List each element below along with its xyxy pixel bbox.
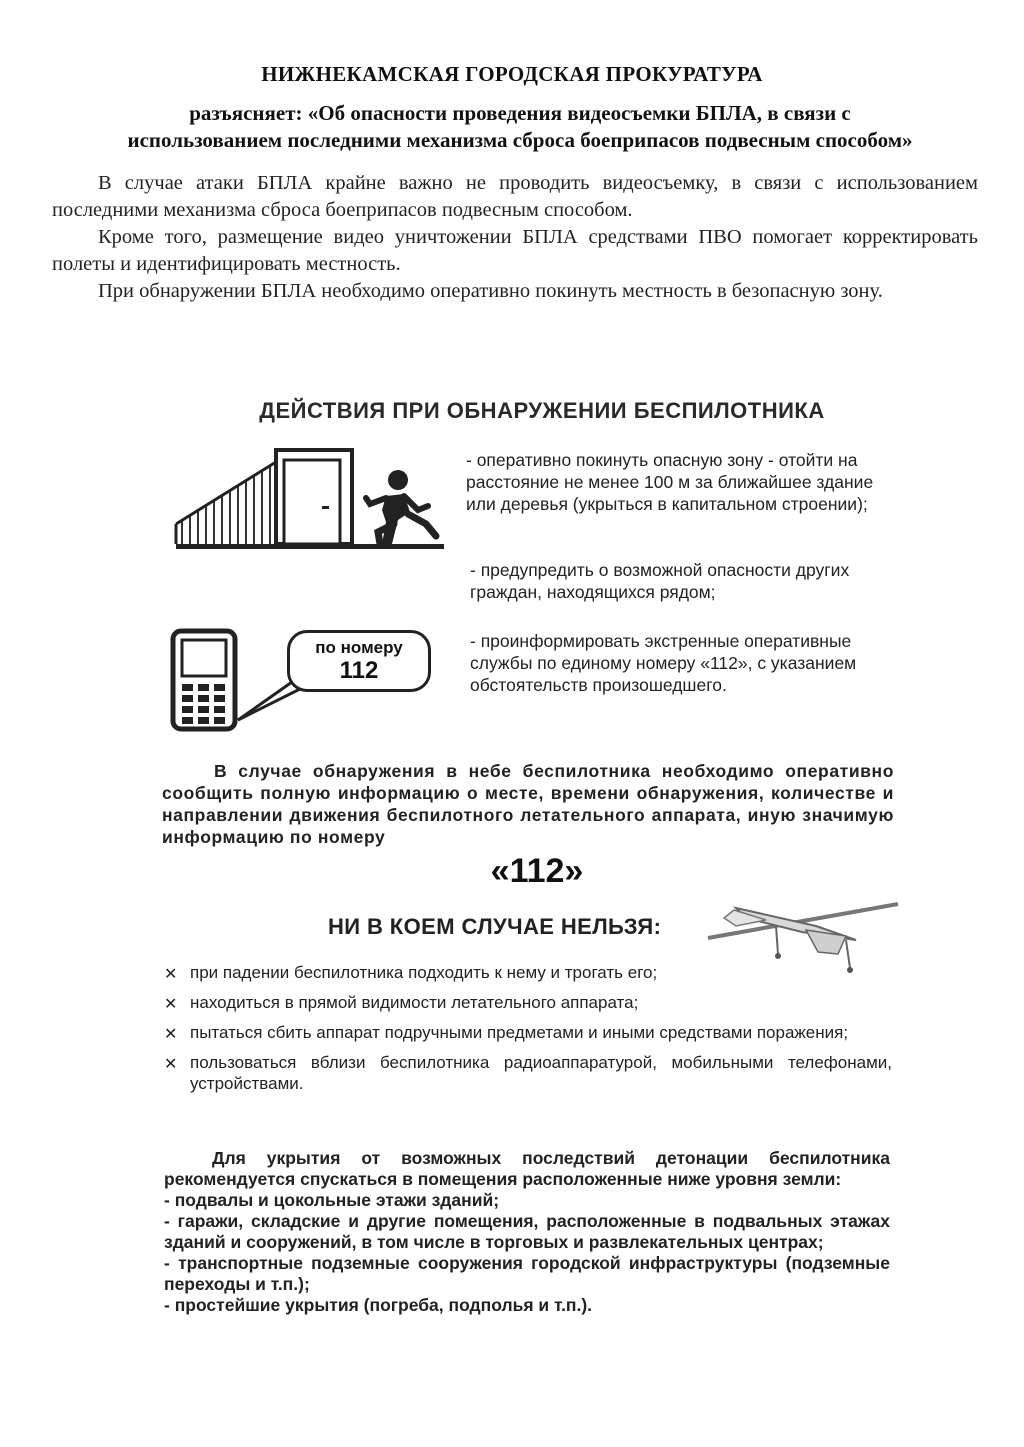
shelter-intro-text: Для укрытия от возможных последствий детонации беспилотника рекомендуется спускаться в помещения расположенные ниже уровня земли: xyxy=(164,1148,890,1189)
running-person-icon xyxy=(172,440,448,558)
bubble-label: по номеру xyxy=(315,638,403,657)
never-item-text: находиться в прямой видимости летательного аппарата; xyxy=(190,993,639,1012)
warning-body: В случае обнаружения в небе беспилотника необходимо оперативно сообщить полную информацию о месте, времени обнаружения, количестве и направлении движения беспилотного летательного аппарата, иную значимую информацию по номеру xyxy=(162,761,894,847)
shelter-item: - простейшие укрытия (погреба, подполья и т.п.). xyxy=(164,1295,593,1315)
warning-text xyxy=(162,760,894,848)
shelter-intro xyxy=(164,1148,890,1190)
cross-mark-icon: ✕ xyxy=(164,966,178,983)
action-call-emergency: - проинформировать экстренные оперативные службы по единому номеру «112», с указанием обстоятельств произошедшего. xyxy=(470,631,857,695)
intro-paragraph-1: В случае атаки БПЛА крайне важно не проводить видеосъемку, в связи с использованием последними механизма сброса боеприпасов подвесным способом. xyxy=(52,172,978,221)
shelter-section xyxy=(164,1148,890,1316)
never-item-text: при падении беспилотника подходить к нему и трогать его; xyxy=(190,963,658,982)
list-item xyxy=(162,962,892,983)
actions-title: ДЕЙСТВИЯ ПРИ ОБНАРУЖЕНИИ БЕСПИЛОТНИКА xyxy=(259,398,825,423)
shelter-item: - подвалы и цокольные этажи зданий; xyxy=(164,1190,500,1210)
subtitle-line-1: разъясняет: «Об опасности проведения видеосъемки БПЛА, в связи с xyxy=(189,101,851,125)
shelter-item: - гаражи, складские и другие помещения, расположенные в подвальных этажах зданий и сооружений, в том числе в торговых и развлекательных центрах; xyxy=(164,1211,890,1252)
never-item-text: пытаться сбить аппарат подручными предметами и иными средствами поражения; xyxy=(190,1023,849,1042)
mobile-phone-icon xyxy=(170,628,238,732)
intro-text xyxy=(52,170,978,305)
list-item xyxy=(162,1022,892,1043)
intro-paragraph-2: Кроме того, размещение видео уничтожении БПЛА средствами ПВО помогает корректировать полеты и идентифицировать местность. xyxy=(52,226,978,275)
subtitle-line-2: использованием последними механизма сброса боеприпасов подвесным способом» xyxy=(127,128,913,152)
never-title: НИ В КОЕМ СЛУЧАЕ НЕЛЬЗЯ: xyxy=(328,914,662,939)
emergency-number: «112» xyxy=(490,852,584,890)
action-leave-zone: - оперативно покинуть опасную зону - отойти на расстояние не менее 100 м за ближайшее здание или деревья (укрыться в капитальном строении); xyxy=(466,450,874,514)
cross-mark-icon: ✕ xyxy=(164,1056,178,1073)
document-subtitle xyxy=(40,100,1000,154)
bubble-number: 112 xyxy=(339,657,379,684)
shelter-item: - транспортные подземные сооружения городской инфраструктуры (подземные переходы и т.п.); xyxy=(164,1253,890,1294)
phone-number-bubble xyxy=(287,630,431,692)
document-title: НИЖНЕКАМСКАЯ ГОРОДСКАЯ ПРОКУРАТУРА xyxy=(261,62,763,86)
cross-mark-icon: ✕ xyxy=(164,996,178,1013)
intro-paragraph-3: При обнаружении БПЛА необходимо оперативно покинуть местность в безопасную зону. xyxy=(98,280,883,302)
never-list xyxy=(162,962,892,1103)
list-item xyxy=(162,1052,892,1094)
cross-mark-icon: ✕ xyxy=(164,1026,178,1043)
list-item xyxy=(162,992,892,1013)
never-item-text: пользоваться вблизи беспилотника радиоаппаратурой, мобильными телефонами, устройствами. xyxy=(190,1053,892,1093)
action-warn-citizens: - предупредить о возможной опасности других граждан, находящихся рядом; xyxy=(470,560,850,602)
